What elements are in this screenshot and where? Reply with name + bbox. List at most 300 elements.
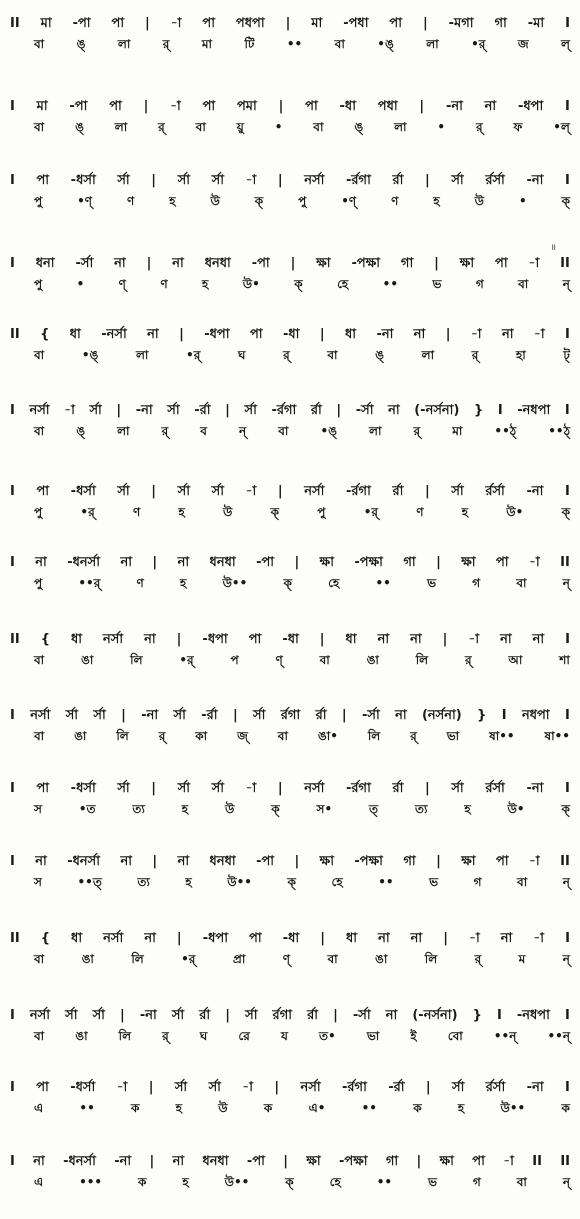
lyric-syllable: ভা <box>366 1029 380 1043</box>
note-token: -ধর্সা <box>70 1080 96 1095</box>
bar-divider: | <box>419 99 425 114</box>
note-token: নর্সা <box>30 708 51 723</box>
note-token: ক্ষা <box>319 854 334 869</box>
bar-divider: | <box>319 632 325 647</box>
note-token: না <box>410 931 423 946</box>
lyric-syllable: হা <box>515 348 526 362</box>
note-token: -া <box>470 327 482 342</box>
lyric-syllable: লা <box>114 120 128 134</box>
note-token: -মগা <box>448 16 474 31</box>
swaralipi-line <box>10 779 570 799</box>
lyric-syllable: লি <box>116 729 129 743</box>
note-token: -া <box>242 1080 253 1095</box>
note-token: ধা <box>344 327 357 342</box>
note-token: -র্সা <box>361 708 380 723</box>
lyric-syllable: •• <box>382 277 399 291</box>
lyric-syllable: ন্ <box>562 1175 570 1189</box>
note-token: র্রগা <box>280 708 301 723</box>
note-token: নর্সা <box>103 632 124 647</box>
double-bar-mark: ॥ <box>550 243 556 253</box>
lyric-syllable: বা <box>34 424 45 438</box>
note-token: র্সা <box>245 1008 258 1023</box>
lyric-syllable: ণ <box>391 194 399 208</box>
note-token: র্সা <box>253 708 266 723</box>
lyric-syllable: গ <box>473 875 482 889</box>
note-token: না <box>120 555 132 570</box>
lyric-syllable: বা <box>517 875 528 889</box>
lyric-syllable: ঙা <box>81 653 94 667</box>
lyric-syllable: হ <box>433 194 440 208</box>
bar-divider: | <box>336 403 342 418</box>
note-token: ক্ষা <box>461 555 476 570</box>
note-token: গা <box>400 256 414 271</box>
bar-divider: | <box>225 1008 231 1023</box>
lyric-syllable: র্ <box>413 424 421 438</box>
note-token: -ধনর্সা <box>67 555 101 570</box>
lyric-syllable: কা <box>195 729 208 743</box>
note-token: -ধর্সা <box>70 781 96 796</box>
bar-divider: | <box>424 781 430 796</box>
note-token: না <box>532 632 545 647</box>
note-token: পা <box>36 781 50 796</box>
note-token: না <box>35 555 47 570</box>
note-token: -র্সা <box>75 256 94 271</box>
lyric-syllable: হ <box>202 277 209 291</box>
lyric-syllable: ণ <box>416 505 424 519</box>
note-token: র্সা <box>93 708 106 723</box>
swaralipi-line <box>10 630 570 650</box>
note-token: পা <box>305 99 318 114</box>
lyric-syllable: •ণ্ <box>341 194 357 208</box>
lyric-syllable: ক্ <box>287 875 296 889</box>
lyric-syllable: ক <box>561 1101 570 1115</box>
lyric-syllable: উ <box>223 505 233 519</box>
note-token: I <box>10 1154 15 1169</box>
note-token: I <box>10 256 15 271</box>
note-token: র্সা <box>65 708 79 723</box>
lyric-syllable: ঙা <box>75 1029 88 1043</box>
note-token: ক্ষা <box>459 256 475 271</box>
note-token: না <box>35 854 47 869</box>
lyric-syllable: ঙ্ <box>76 37 86 51</box>
lyric-syllable: হে <box>337 277 349 291</box>
note-token: র্সা <box>208 1080 221 1095</box>
note-token: -া <box>170 99 181 114</box>
lyric-syllable: পু <box>298 194 307 208</box>
lyric-syllable: •• <box>378 875 394 889</box>
lyric-syllable: ঙ্ <box>76 424 86 438</box>
lyric-line <box>10 36 570 54</box>
note-token: র্রা <box>392 484 404 499</box>
note-token: না <box>413 327 426 342</box>
note-token: গা <box>494 16 507 31</box>
lyric-syllable: •র্ <box>181 952 196 966</box>
note-token: -পক্ষা <box>354 555 383 570</box>
note-token: } <box>473 403 484 418</box>
note-token: -া <box>469 931 480 946</box>
note-token: না <box>172 256 184 271</box>
lyric-syllable: হ <box>457 1101 465 1115</box>
lyric-syllable: •ল্ <box>553 120 570 134</box>
note-token: পা <box>389 16 403 31</box>
lyric-syllable: • <box>518 194 527 208</box>
lyric-syllable: •ঙ্ <box>320 424 337 438</box>
lyric-syllable: উ• <box>242 277 260 291</box>
note-token: না <box>114 256 126 271</box>
note-token: ধনধা <box>209 555 236 570</box>
bar-divider: | <box>120 1008 125 1023</box>
lyric-syllable: বা <box>195 120 206 134</box>
lyric-syllable: • <box>437 120 446 134</box>
note-token: পা <box>472 1154 485 1169</box>
lyric-syllable: বা <box>34 653 45 667</box>
lyric-syllable: বা <box>34 952 45 966</box>
note-token: { <box>40 931 50 946</box>
note-token: (নর্সনা) <box>421 708 462 723</box>
note-token: I <box>564 708 570 723</box>
bar-divider: | <box>152 555 158 570</box>
swaralipi-line <box>10 325 570 345</box>
note-token: না <box>120 854 132 869</box>
lyric-syllable: স• <box>316 802 333 816</box>
note-token: -ধর্সা <box>70 173 96 188</box>
note-token: না <box>500 632 512 647</box>
note-token: র্সা <box>451 173 464 188</box>
lyric-syllable: ক্ <box>254 194 264 208</box>
lyric-syllable: •• <box>361 1101 377 1115</box>
note-token: I <box>10 555 15 570</box>
lyric-syllable: বা <box>277 729 288 743</box>
lyric-syllable: ক্ <box>561 194 570 208</box>
lyric-syllable: ঙ্ <box>75 120 84 134</box>
note-token: I <box>10 173 15 188</box>
lyric-line <box>10 193 570 211</box>
note-token: ধা <box>71 931 83 946</box>
note-token: -ধা <box>282 327 300 342</box>
note-token: -া <box>170 16 182 31</box>
lyric-syllable: ণ <box>136 576 144 590</box>
note-token: -পক্ষা <box>351 256 381 271</box>
lyric-syllable: লা <box>394 120 407 134</box>
bar-divider: | <box>424 484 430 499</box>
lyric-syllable: • <box>76 277 85 291</box>
note-token: নর্সা <box>29 403 50 418</box>
note-token: -র্রা <box>194 403 211 418</box>
note-token: -ধা <box>282 931 300 946</box>
note-token: র্রর্সা <box>485 781 505 796</box>
note-token: -পক্ষা <box>339 1154 368 1169</box>
note-token: -া <box>245 484 257 499</box>
lyric-syllable: ত্য <box>414 802 428 816</box>
swaralipi-line <box>10 929 570 949</box>
lyric-syllable: ••ঠ্ <box>548 424 570 438</box>
note-token: -র্রগা <box>346 484 371 499</box>
lyric-syllable: ক্ <box>283 576 292 590</box>
lyric-syllable: গ <box>472 576 481 590</box>
note-token: র্সা <box>92 1008 105 1023</box>
lyric-syllable: হ <box>180 576 187 590</box>
note-token: র্সা <box>451 781 464 796</box>
bar-divider: | <box>434 256 439 271</box>
note-token: -ধপা <box>202 632 228 647</box>
note-token: I <box>10 781 15 796</box>
note-token: র্রা <box>310 403 322 418</box>
lyric-syllable: রে <box>238 1029 250 1043</box>
note-token: -পা <box>246 1154 265 1169</box>
lyric-syllable: বা <box>34 729 45 743</box>
lyric-syllable: ন্ <box>562 277 570 291</box>
note-token: I <box>496 1008 502 1023</box>
lyric-syllable: বা <box>327 952 338 966</box>
bar-divider: | <box>443 931 448 946</box>
lyric-syllable: পু <box>317 505 326 519</box>
lyric-syllable: ই <box>410 1029 417 1043</box>
bar-divider: | <box>149 1154 155 1169</box>
lyric-syllable: ঙা <box>74 729 87 743</box>
note-token: ধা <box>345 632 357 647</box>
lyric-syllable: •র্ <box>186 348 201 362</box>
note-token: I <box>565 931 570 946</box>
lyric-syllable: র্ <box>464 653 472 667</box>
lyric-line <box>10 1100 570 1118</box>
note-token: পা <box>111 16 125 31</box>
bar-divider: | <box>151 781 157 796</box>
note-token: পা <box>249 327 263 342</box>
note-token: না <box>177 854 190 869</box>
note-token: পা <box>495 854 509 869</box>
note-token: মা <box>36 99 48 114</box>
lyric-line <box>10 575 570 593</box>
note-token: র্রর্সা <box>485 173 505 188</box>
note-token: { <box>40 327 50 342</box>
lyric-syllable: র্ <box>410 729 417 743</box>
lyric-syllable: জ্ <box>237 729 248 743</box>
lyric-syllable: • <box>274 120 283 134</box>
note-token: -র্রগা <box>346 781 371 796</box>
lyric-syllable: এ• <box>308 1101 326 1115</box>
lyric-syllable: র্ <box>474 952 482 966</box>
note-token: র্রা <box>392 173 404 188</box>
note-token: -া <box>116 1080 128 1095</box>
lyric-syllable: ক্ <box>294 277 303 291</box>
note-token: -া <box>64 403 75 418</box>
note-token: I <box>564 781 570 796</box>
bar-divider: | <box>277 173 283 188</box>
lyric-syllable: র্ <box>283 348 290 362</box>
lyric-line <box>10 728 570 746</box>
note-token: -পা <box>69 99 88 114</box>
note-token: মা <box>40 16 52 31</box>
note-token: ধা <box>345 931 358 946</box>
note-token: II <box>560 555 570 570</box>
note-token: -পধা <box>343 16 369 31</box>
bar-divider: | <box>143 99 149 114</box>
lyric-syllable: •ঙ্ <box>377 37 394 51</box>
lyric-syllable: র্ <box>162 1029 169 1043</box>
note-token: না <box>172 1154 185 1169</box>
lyric-syllable: ঙা <box>375 952 388 966</box>
bar-divider: | <box>277 781 283 796</box>
note-token: -র্সা <box>355 403 374 418</box>
lyric-line <box>10 801 570 819</box>
lyric-syllable: ক <box>263 1101 273 1115</box>
note-token: র্রর্সা <box>485 1080 506 1095</box>
swaralipi-line <box>10 14 570 34</box>
note-token: -া <box>529 555 540 570</box>
lyric-syllable: স <box>34 802 42 816</box>
lyric-syllable: •র্ <box>363 505 378 519</box>
note-token: র্সা <box>174 1080 188 1095</box>
note-token: ধনধা <box>202 1154 229 1169</box>
note-token: I <box>565 632 570 647</box>
note-token: র্সা <box>89 403 102 418</box>
lyric-line <box>10 652 570 670</box>
note-token: ক্ষা <box>316 256 331 271</box>
note-token: -া <box>503 1154 514 1169</box>
lyric-syllable: ভা <box>446 729 460 743</box>
note-token: র্সা <box>451 484 464 499</box>
lyric-syllable: লা <box>426 37 439 51</box>
lyric-syllable: লা <box>135 348 149 362</box>
bar-divider: | <box>285 16 291 31</box>
bar-divider: | <box>294 854 300 869</box>
lyric-syllable: বা <box>313 120 324 134</box>
lyric-syllable: •• <box>375 576 391 590</box>
lyric-syllable: ত• <box>319 1029 336 1043</box>
bar-divider: | <box>274 1080 280 1095</box>
lyric-syllable: •ণ্ <box>77 194 93 208</box>
note-token: } <box>477 708 487 723</box>
lyric-syllable: উ• <box>507 802 525 816</box>
note-token: I <box>501 708 507 723</box>
lyric-syllable: ণ্ <box>118 277 126 291</box>
lyric-syllable: হ <box>169 194 176 208</box>
note-token: -না <box>139 1008 157 1023</box>
lyric-syllable: র্ <box>161 424 169 438</box>
lyric-syllable: •র্ <box>80 505 95 519</box>
note-token: -ধা <box>282 632 299 647</box>
lyric-syllable: উ <box>224 802 235 816</box>
note-token: মা <box>311 16 323 31</box>
lyric-syllable: ঙা• <box>317 729 338 743</box>
note-token: -া <box>529 854 540 869</box>
note-token: -া <box>528 256 540 271</box>
note-token: নর্সা <box>103 931 124 946</box>
lyric-syllable: মা <box>201 37 212 51</box>
note-token: II <box>10 16 20 31</box>
lyric-syllable: উ•• <box>222 576 248 590</box>
lyric-syllable: ষা•• <box>544 729 570 743</box>
lyric-syllable: ভ <box>428 1175 437 1189</box>
note-token: র্সা <box>244 403 257 418</box>
lyric-syllable: ণ্ <box>275 653 283 667</box>
lyric-syllable: বা <box>34 37 45 51</box>
lyric-syllable: ভ <box>432 277 442 291</box>
swaralipi-line <box>10 254 570 274</box>
lyric-syllable: ক্ <box>270 505 280 519</box>
note-token: ক্ষা <box>319 555 334 570</box>
note-token: ধা <box>69 327 81 342</box>
lyric-line <box>10 423 570 441</box>
note-token: -পক্ষা <box>354 854 383 869</box>
bar-divider: | <box>425 1080 431 1095</box>
note-token: না <box>378 931 390 946</box>
lyric-syllable: স <box>34 875 42 889</box>
lyric-syllable: উ•• <box>227 875 252 889</box>
note-token: II <box>10 327 20 342</box>
swaralipi-line <box>10 706 570 726</box>
lyric-line <box>10 1174 570 1192</box>
note-token: I <box>10 403 15 418</box>
note-token: I <box>10 484 15 499</box>
note-token: র্রা <box>199 1008 211 1023</box>
note-token: র্সা <box>171 1008 185 1023</box>
note-token: র্সা <box>117 781 130 796</box>
lyric-syllable: লা <box>421 348 435 362</box>
note-token: -পা <box>72 16 91 31</box>
lyric-syllable: ঙা <box>366 653 379 667</box>
bar-divider: | <box>151 173 157 188</box>
lyric-syllable: ঙ্ <box>354 120 364 134</box>
bar-divider: | <box>436 555 441 570</box>
note-token: -ধা <box>339 99 356 114</box>
note-token: -র্রগা <box>271 403 297 418</box>
lyric-syllable: পু <box>34 194 43 208</box>
lyric-syllable: ত্য <box>132 802 145 816</box>
lyric-syllable: লি <box>131 952 144 966</box>
lyric-syllable: লি <box>367 729 381 743</box>
lyric-syllable: ণ <box>127 194 135 208</box>
note-token: নর্সা <box>300 1080 321 1095</box>
lyric-syllable: লা <box>117 424 130 438</box>
lyric-syllable: ঙ্ <box>375 348 384 362</box>
lyric-syllable: লা <box>117 37 131 51</box>
bar-divider: | <box>283 1154 289 1169</box>
lyric-syllable: বা <box>319 653 330 667</box>
bar-divider: | <box>319 327 325 342</box>
note-token: না <box>395 708 407 723</box>
lyric-syllable: ব <box>200 424 207 438</box>
lyric-syllable: বা <box>34 1029 45 1043</box>
note-token: না <box>144 931 156 946</box>
lyric-syllable: •র্ <box>179 653 194 667</box>
bar-divider: | <box>422 16 428 31</box>
note-token: পা <box>36 484 50 499</box>
lyric-syllable: লা <box>369 424 382 438</box>
note-token: না <box>484 99 497 114</box>
bar-divider: | <box>116 403 122 418</box>
lyric-syllable: ন্ <box>562 952 570 966</box>
lyric-syllable: ট্ <box>563 348 570 362</box>
bar-divider: | <box>225 403 230 418</box>
note-token: -না <box>135 403 153 418</box>
bar-divider: | <box>232 708 238 723</box>
note-token: -না <box>526 484 544 499</box>
lyric-syllable: ক <box>138 1175 147 1189</box>
lyric-syllable: লি <box>424 952 438 966</box>
note-token: I <box>565 99 570 114</box>
note-token: র্সা <box>177 484 191 499</box>
note-token: র্সা <box>211 173 224 188</box>
note-token: -না <box>445 99 463 114</box>
note-token: পধা <box>377 99 398 114</box>
lyric-syllable: ••ন্ <box>547 1029 570 1043</box>
swaralipi-line <box>10 852 570 872</box>
lyric-syllable: য়ু <box>236 120 244 134</box>
lyric-line <box>10 1028 570 1046</box>
lyric-syllable: ক্ <box>561 505 570 519</box>
lyric-syllable: ম <box>518 952 526 966</box>
